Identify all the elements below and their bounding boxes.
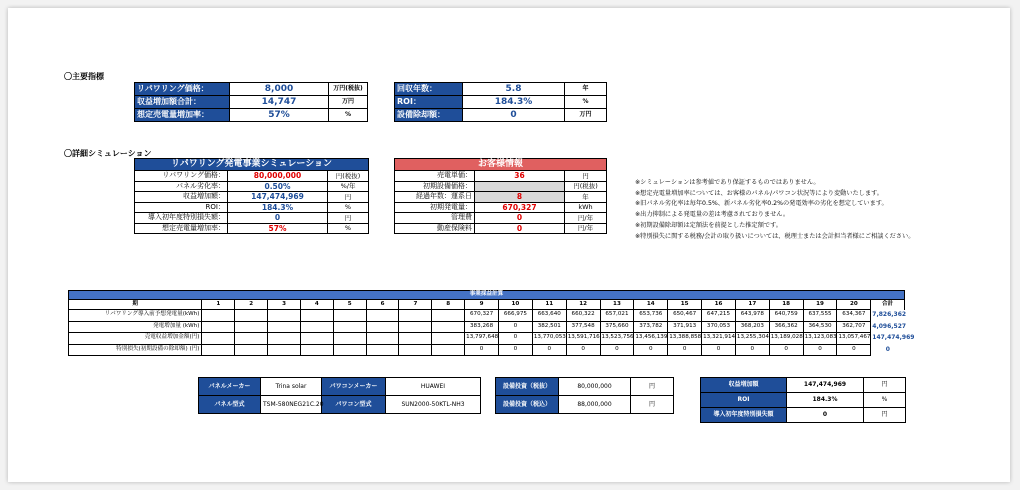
- simulation-row-label: 導入初年度特別損失額：: [135, 213, 228, 224]
- pcs-maker-label: パワコンメーカー: [322, 378, 386, 396]
- calc-cell: 13,123,083: [803, 333, 837, 345]
- calc-cell: [432, 310, 465, 322]
- indicator-label: 回収年数：: [395, 83, 463, 96]
- main-indicators-left-table: [134, 82, 368, 122]
- calc-cell: 382,501: [532, 321, 566, 333]
- calc-cell: 637,555: [803, 310, 837, 322]
- customer-row-unit: 円/年: [565, 213, 607, 224]
- panel-model-label: パネル型式: [199, 396, 261, 414]
- calc-row-label: 特別損失(初期設備の除却額) (円): [69, 344, 202, 356]
- business-profit-table: [68, 290, 915, 356]
- indicator-unit: 万円: [329, 96, 368, 109]
- simulation-row-unit: %/年: [328, 181, 369, 192]
- calc-cell: [235, 333, 268, 345]
- calc-cell: 13,321,914: [702, 333, 736, 345]
- calc-cell: [202, 310, 235, 322]
- simulation-row-label: 想定売電量増加率：: [135, 223, 228, 234]
- customer-row-label: 管理費: [395, 213, 475, 224]
- calc-cell: 13,189,028: [769, 333, 803, 345]
- customer-row-value: 670,327: [475, 202, 565, 213]
- customer-row-label: 動産保険料: [395, 223, 475, 234]
- simulation-row-value: 57%: [228, 223, 328, 234]
- calc-cell: 13,797,648: [465, 333, 499, 345]
- simulation-row-value: 0: [228, 213, 328, 224]
- calc-row-total: 7,826,362: [872, 311, 907, 319]
- indicator-unit: %: [565, 96, 607, 109]
- calc-row-label: 発電増加量 (kWh): [69, 321, 202, 333]
- spreadsheet-page: [8, 8, 1010, 482]
- customer-row-unit: 円/年: [565, 223, 607, 234]
- calc-cell: 13,523,756: [600, 333, 634, 345]
- calc-cell: 0: [735, 344, 769, 356]
- indicator-value: 5.8: [463, 83, 565, 96]
- calc-cell: 0: [532, 344, 566, 356]
- calc-cell: [399, 321, 432, 333]
- indicator-unit: %: [329, 109, 368, 122]
- simulation-row-label: 収益増加額：: [135, 192, 228, 203]
- calc-cell: 0: [499, 321, 533, 333]
- summary-unit: 円: [864, 378, 906, 393]
- calc-cell: 13,591,716: [566, 333, 600, 345]
- calc-cell: [432, 321, 465, 333]
- indicator-value: 184.3%: [463, 96, 565, 109]
- calc-cell: 640,759: [769, 310, 803, 322]
- calc-cell: 0: [837, 344, 871, 356]
- simulation-row-unit: 円: [328, 213, 369, 224]
- calc-cell: 0: [465, 344, 499, 356]
- customer-row-unit: kWh: [565, 202, 607, 213]
- investment-ex-tax-unit: 円: [631, 378, 674, 396]
- note-line: ※旧パネル劣化率は毎年0.5%、新パネル劣化率0.2%の発電効率の劣化を想定しています。: [635, 200, 888, 208]
- indicator-value: 57%: [230, 109, 329, 122]
- summary-label: 収益増加額: [701, 378, 787, 393]
- period-header-cell: 13: [600, 300, 634, 310]
- indicator-unit: 年: [565, 83, 607, 96]
- customer-row-label: 初期発電量：: [395, 202, 475, 213]
- main-indicators-right-table: [394, 82, 607, 122]
- customer-row-value: 8: [475, 192, 565, 203]
- period-header-cell: 4: [300, 300, 333, 310]
- calc-cell: 0: [499, 333, 533, 345]
- period-header-cell: 5: [333, 300, 366, 310]
- calc-cell: 383,268: [465, 321, 499, 333]
- pcs-model-value: SUN2000-50KTL-NH3: [386, 396, 481, 414]
- calc-cell: [202, 333, 235, 345]
- period-header-cell: 14: [634, 300, 668, 310]
- calc-cell: [300, 333, 333, 345]
- calc-cell: [300, 321, 333, 333]
- calc-cell: 13,388,858: [668, 333, 702, 345]
- summary-label: ROI: [701, 393, 787, 408]
- investment-ex-tax-label: 設備投資（税抜）: [496, 378, 559, 396]
- calc-cell: [268, 310, 301, 322]
- calc-cell: 0: [499, 344, 533, 356]
- calc-cell: 0: [566, 344, 600, 356]
- calc-cell: 0: [702, 344, 736, 356]
- simulation-row-label: ROI：: [135, 202, 228, 213]
- panel-maker-value: Trina solar: [261, 378, 322, 396]
- investment-table: [495, 377, 674, 414]
- calc-cell: 370,053: [702, 321, 736, 333]
- calc-cell: [399, 333, 432, 345]
- summary-value: 0: [787, 408, 864, 423]
- period-header-cell: 12: [566, 300, 600, 310]
- customer-row-value: 36: [475, 171, 565, 182]
- total-header: 合計: [871, 300, 905, 310]
- indicator-value: 14,747: [230, 96, 329, 109]
- investment-in-tax-value: 88,000,000: [559, 396, 631, 414]
- calc-cell: 364,530: [803, 321, 837, 333]
- indicator-value: 0: [463, 109, 565, 122]
- customer-info-table: [394, 158, 607, 234]
- simulation-header: リパワリング発電事業シミュレーション: [135, 159, 369, 171]
- notes-list: [635, 178, 914, 242]
- calc-cell: 660,322: [566, 310, 600, 322]
- calc-cell: [268, 321, 301, 333]
- calc-cell: 663,640: [532, 310, 566, 322]
- calc-cell: [300, 344, 333, 356]
- calc-row-total: 4,096,527: [872, 322, 907, 330]
- calc-cell: 13,255,304: [735, 333, 769, 345]
- investment-in-tax-label: 設備投資（税込）: [496, 396, 559, 414]
- calc-cell: 670,327: [465, 310, 499, 322]
- calc-cell: [366, 333, 399, 345]
- calc-cell: 650,467: [668, 310, 702, 322]
- calc-cell: 371,913: [668, 321, 702, 333]
- summary-label: 導入初年度特別損失額: [701, 408, 787, 423]
- calc-table-title: 事業採益計算: [69, 291, 905, 300]
- customer-row-label: 初期設備価格：: [395, 181, 475, 192]
- period-header-cell: 19: [803, 300, 837, 310]
- period-header-cell: 17: [735, 300, 769, 310]
- calc-cell: [432, 344, 465, 356]
- detail-simulation-title: 〇詳細シミュレーション: [64, 149, 152, 158]
- calc-cell: [366, 310, 399, 322]
- calc-row-label: 売電収益増加金額(円): [69, 333, 202, 345]
- customer-row-unit: 円(税抜): [565, 181, 607, 192]
- customer-row-unit: 円: [565, 171, 607, 182]
- calc-cell: 375,660: [600, 321, 634, 333]
- simulation-row-unit: 円(税抜): [328, 171, 369, 182]
- period-header-cell: 9: [465, 300, 499, 310]
- indicator-unit: 万円: [565, 109, 607, 122]
- calc-cell: [235, 321, 268, 333]
- customer-row-label: 売電単価：: [395, 171, 475, 182]
- investment-ex-tax-value: 80,000,000: [559, 378, 631, 396]
- calc-cell: [268, 333, 301, 345]
- period-header-cell: 20: [837, 300, 871, 310]
- calc-cell: 13,057,467: [837, 333, 871, 345]
- period-header-label: 期: [69, 300, 202, 310]
- calc-row-total: 147,474,969: [872, 334, 915, 342]
- summary-value: 184.3%: [787, 393, 864, 408]
- calc-cell: 13,770,053: [532, 333, 566, 345]
- customer-row-value: 0: [475, 213, 565, 224]
- calc-cell: 13,456,139: [634, 333, 668, 345]
- calc-cell: 657,021: [600, 310, 634, 322]
- calc-cell: 362,707: [837, 321, 871, 333]
- indicator-label: 設備除却額：: [395, 109, 463, 122]
- calc-cell: [366, 321, 399, 333]
- note-line: ※出力抑制による発電量の差は考慮されておりません。: [635, 211, 790, 219]
- period-header-cell: 3: [268, 300, 301, 310]
- calc-row-label: リパワリング導入前予想発電量(kWh): [69, 310, 202, 322]
- note-line: ※想定売電量増加率については、お客様のパネル/パワコン状況等により変動いたします。: [635, 189, 883, 197]
- calc-cell: 368,203: [735, 321, 769, 333]
- calc-cell: 653,736: [634, 310, 668, 322]
- simulation-row-label: リパワリング価格：: [135, 171, 228, 182]
- simulation-row-value: 0.50%: [228, 181, 328, 192]
- simulation-row-value: 184.3%: [228, 202, 328, 213]
- indicator-unit: 万円(税抜): [329, 83, 368, 96]
- calc-cell: [333, 310, 366, 322]
- indicator-label: ROI：: [395, 96, 463, 109]
- customer-info-header: お客様情報: [395, 159, 607, 171]
- period-header-cell: 18: [769, 300, 803, 310]
- calc-cell: [333, 333, 366, 345]
- calc-cell: 0: [634, 344, 668, 356]
- period-header-cell: 11: [532, 300, 566, 310]
- calc-cell: 643,978: [735, 310, 769, 322]
- period-header-cell: 10: [499, 300, 533, 310]
- panel-model-value: TSM-580NEG21C.20: [261, 396, 322, 414]
- calc-cell: 0: [668, 344, 702, 356]
- customer-row-value: [475, 181, 565, 192]
- period-header-cell: 15: [668, 300, 702, 310]
- simulation-row-label: パネル劣化率：: [135, 181, 228, 192]
- calc-cell: [202, 344, 235, 356]
- note-line: ※特別損失に関する税務/会計の取り扱いについては、税理士または会計担当者様にご相談ください。: [635, 232, 915, 240]
- simulation-row-unit: %: [328, 223, 369, 234]
- calc-cell: [202, 321, 235, 333]
- calc-cell: 377,548: [566, 321, 600, 333]
- customer-row-label: 経過年数：運系日: [395, 192, 475, 203]
- simulation-row-unit: 円: [328, 192, 369, 203]
- summary-unit: 円: [864, 408, 906, 423]
- calc-cell: 0: [769, 344, 803, 356]
- calc-cell: [235, 310, 268, 322]
- calc-cell: 373,782: [634, 321, 668, 333]
- calc-cell: 647,215: [702, 310, 736, 322]
- repowering-simulation-table: [134, 158, 369, 234]
- calc-row-total: 0: [885, 345, 890, 353]
- customer-row-value: 0: [475, 223, 565, 234]
- customer-row-unit: 年: [565, 192, 607, 203]
- period-header-cell: 7: [399, 300, 432, 310]
- pcs-maker-value: HUAWEI: [386, 378, 481, 396]
- summary-table: [700, 377, 906, 423]
- product-info-table: [198, 377, 481, 414]
- simulation-row-value: 147,474,969: [228, 192, 328, 203]
- indicator-label: 想定売電量増加率：: [135, 109, 230, 122]
- calc-cell: [300, 310, 333, 322]
- investment-in-tax-unit: 円: [631, 396, 674, 414]
- calc-cell: [268, 344, 301, 356]
- period-header-cell: 8: [432, 300, 465, 310]
- indicator-value: 8,000: [230, 83, 329, 96]
- calc-cell: 0: [600, 344, 634, 356]
- period-header-cell: 2: [235, 300, 268, 310]
- indicator-label: リパワリング価格：: [135, 83, 230, 96]
- simulation-row-unit: %: [328, 202, 369, 213]
- period-header-cell: 6: [366, 300, 399, 310]
- simulation-row-value: 80,000,000: [228, 171, 328, 182]
- summary-value: 147,474,969: [787, 378, 864, 393]
- calc-cell: 0: [803, 344, 837, 356]
- main-indicators-title: 〇主要指標: [64, 72, 104, 81]
- indicator-label: 収益増加額合計：: [135, 96, 230, 109]
- pcs-model-label: パワコン型式: [322, 396, 386, 414]
- calc-cell: 634,367: [837, 310, 871, 322]
- note-line: ※シミュレーションは参考値であり保証するものではありません。: [635, 179, 820, 186]
- calc-cell: [399, 310, 432, 322]
- calc-cell: [235, 344, 268, 356]
- calc-cell: [399, 344, 432, 356]
- calc-cell: [432, 333, 465, 345]
- summary-unit: %: [864, 393, 906, 408]
- note-line: ※初期設備除却額は定額法を前提とした推定額です。: [635, 221, 782, 229]
- panel-maker-label: パネルメーカー: [199, 378, 261, 396]
- calc-cell: [333, 321, 366, 333]
- calc-cell: [333, 344, 366, 356]
- calc-cell: [366, 344, 399, 356]
- period-header-cell: 16: [702, 300, 736, 310]
- period-header-cell: 1: [202, 300, 235, 310]
- calc-cell: 666,975: [499, 310, 533, 322]
- calc-cell: 366,362: [769, 321, 803, 333]
